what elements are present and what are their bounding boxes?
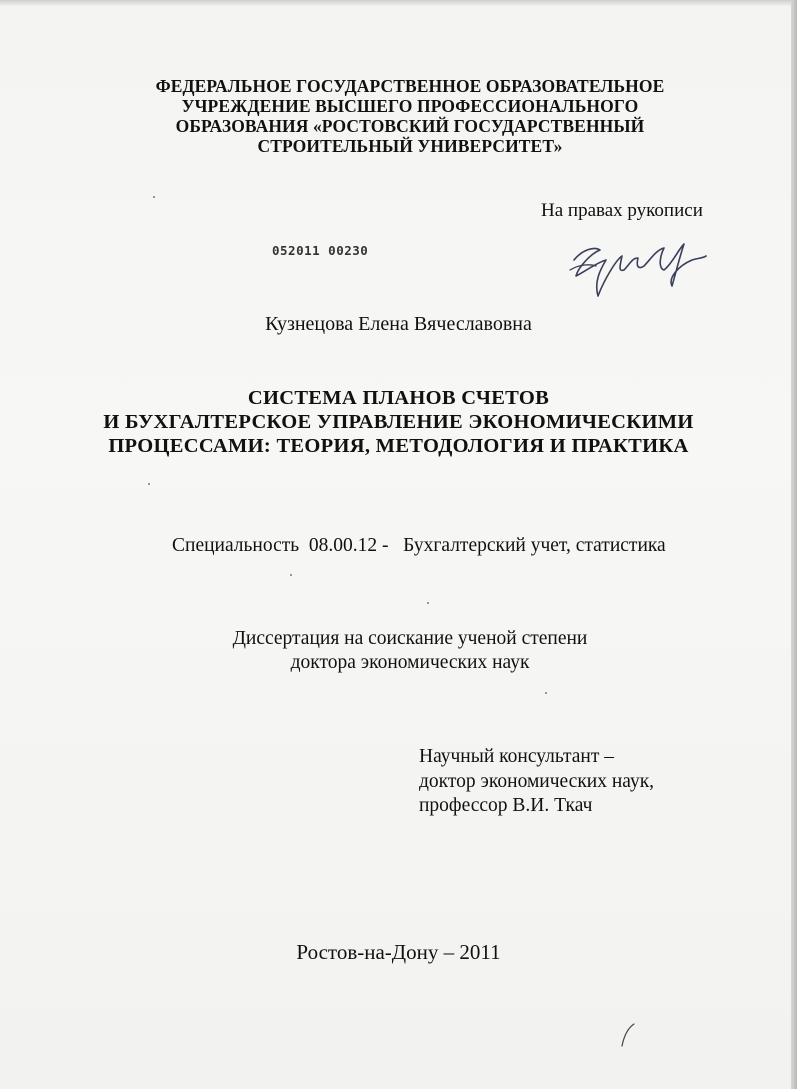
title-line: ПРОЦЕССАМИ: ТЕОРИЯ, МЕТОДОЛОГИЯ И ПРАКТИКА <box>108 435 689 457</box>
advisor-line: Научный консультант – <box>419 746 614 767</box>
dissertation-title <box>60 386 737 458</box>
pen-mark-icon <box>612 1020 642 1050</box>
scan-speck <box>148 483 150 485</box>
manuscript-rights-note: На правах рукописи <box>541 200 703 221</box>
scan-speck <box>545 692 547 694</box>
title-line: СИСТЕМА ПЛАНОВ СЧЕТОВ <box>247 387 550 409</box>
degree-line: Диссертация на соискание ученой степени <box>232 628 588 649</box>
scientific-advisor <box>419 745 654 819</box>
signature-icon <box>560 220 710 310</box>
degree-statement <box>160 627 660 675</box>
institution-line: СТРОИТЕЛЬНЫЙ УНИВЕРСИТЕТ» <box>257 136 563 156</box>
degree-line: доктора экономических наук <box>290 652 530 673</box>
scan-speck <box>290 574 292 576</box>
institution-line: ОБРАЗОВАНИЯ «РОСТОВСКИЙ ГОСУДАРСТВЕННЫЙ <box>175 116 645 136</box>
scan-edge-top <box>0 0 797 6</box>
title-line: И БУХГАЛТЕРСКОЕ УПРАВЛЕНИЕ ЭКОНОМИЧЕСКИМИ <box>103 411 694 433</box>
advisor-line: доктор экономических наук, <box>419 770 655 792</box>
author-name: Кузнецова Елена Вячеславовна <box>265 313 532 335</box>
institution-line: УЧРЕЖДЕНИЕ ВЫСШЕГО ПРОФЕССИОНАЛЬНОГО <box>181 96 639 116</box>
scan-edge-right <box>791 0 797 1089</box>
institution-line: ФЕДЕРАЛЬНОЕ ГОСУДАРСТВЕННОЕ ОБРАЗОВАТЕЛЬНОЕ <box>155 76 665 96</box>
place-and-year: Ростов-на-Дону – 2011 <box>296 940 501 964</box>
advisor-line: профессор В.И. Ткач <box>419 795 593 816</box>
scan-speck <box>427 602 429 604</box>
specialty-line: Специальность 08.00.12 - Бухгалтерский учет, статистика <box>172 535 666 556</box>
institution-name <box>100 76 720 156</box>
stamp-number: 052011 00230 <box>272 243 369 258</box>
scan-speck <box>153 196 155 198</box>
